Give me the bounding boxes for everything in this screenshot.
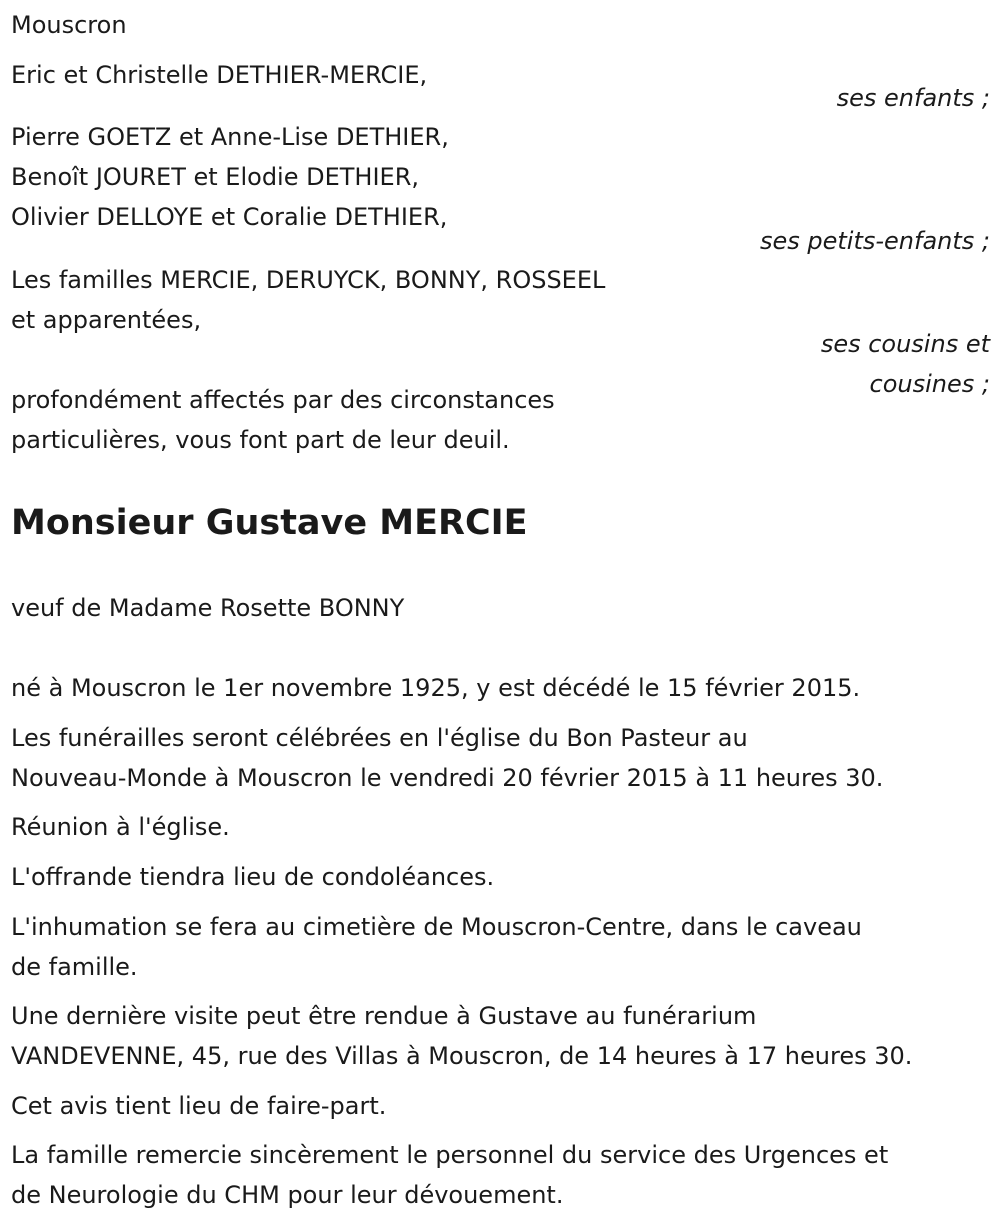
announcement-line-2: particulières, vous font part de leur deuil. [11,426,510,454]
funeral-line-1: Les funérailles seront célébrées en l'église du Bon Pasteur au [11,724,748,752]
funeral-line-2: Nouveau-Monde à Mouscron le vendredi 20 février 2015 à 11 heures 30. [11,764,884,792]
cousins-role-1: ses cousins et [820,330,990,358]
notice-line: Cet avis tient lieu de faire-part. [11,1092,387,1120]
visit-line-2: VANDEVENNE, 45, rue des Villas à Mouscron, de 14 heures à 17 heures 30. [11,1042,913,1070]
families-line-2: et apparentées, [11,306,202,334]
announcement-line-1: profondément affectés par des circonstances [11,386,555,414]
thanks-line-1: La famille remercie sincèrement le personnel du service des Urgences et [11,1141,889,1169]
grandchildren-role: ses petits-enfants ; [759,227,990,255]
meeting-line: Réunion à l'église. [11,813,230,841]
thanks-line-2: de Neurologie du CHM pour leur dévouement. [11,1181,564,1209]
families-line-1: Les familles MERCIE, DERUYCK, BONNY, ROSSEEL [11,266,606,294]
city-heading: Mouscron [11,11,127,39]
children-names: Eric et Christelle DETHIER-MERCIE, [11,61,428,89]
offering-line: L'offrande tiendra lieu de condoléances. [11,863,495,891]
deceased-name: Monsieur Gustave MERCIE [11,503,528,543]
birth-death-line: né à Mouscron le 1er novembre 1925, y est décédé le 15 février 2015. [11,674,861,702]
visit-line-1: Une dernière visite peut être rendue à Gustave au funérarium [11,1002,757,1030]
cousins-role-2: cousines ; [869,370,990,398]
grandchildren-names-3: Olivier DELLOYE et Coralie DETHIER, [11,203,448,231]
children-role: ses enfants ; [836,84,990,112]
burial-line-2: de famille. [11,953,138,981]
widower-of: veuf de Madame Rosette BONNY [11,594,405,622]
grandchildren-names-1: Pierre GOETZ et Anne-Lise DETHIER, [11,123,449,151]
burial-line-1: L'inhumation se fera au cimetière de Mouscron-Centre, dans le caveau [11,913,862,941]
grandchildren-names-2: Benoît JOURET et Elodie DETHIER, [11,163,420,191]
